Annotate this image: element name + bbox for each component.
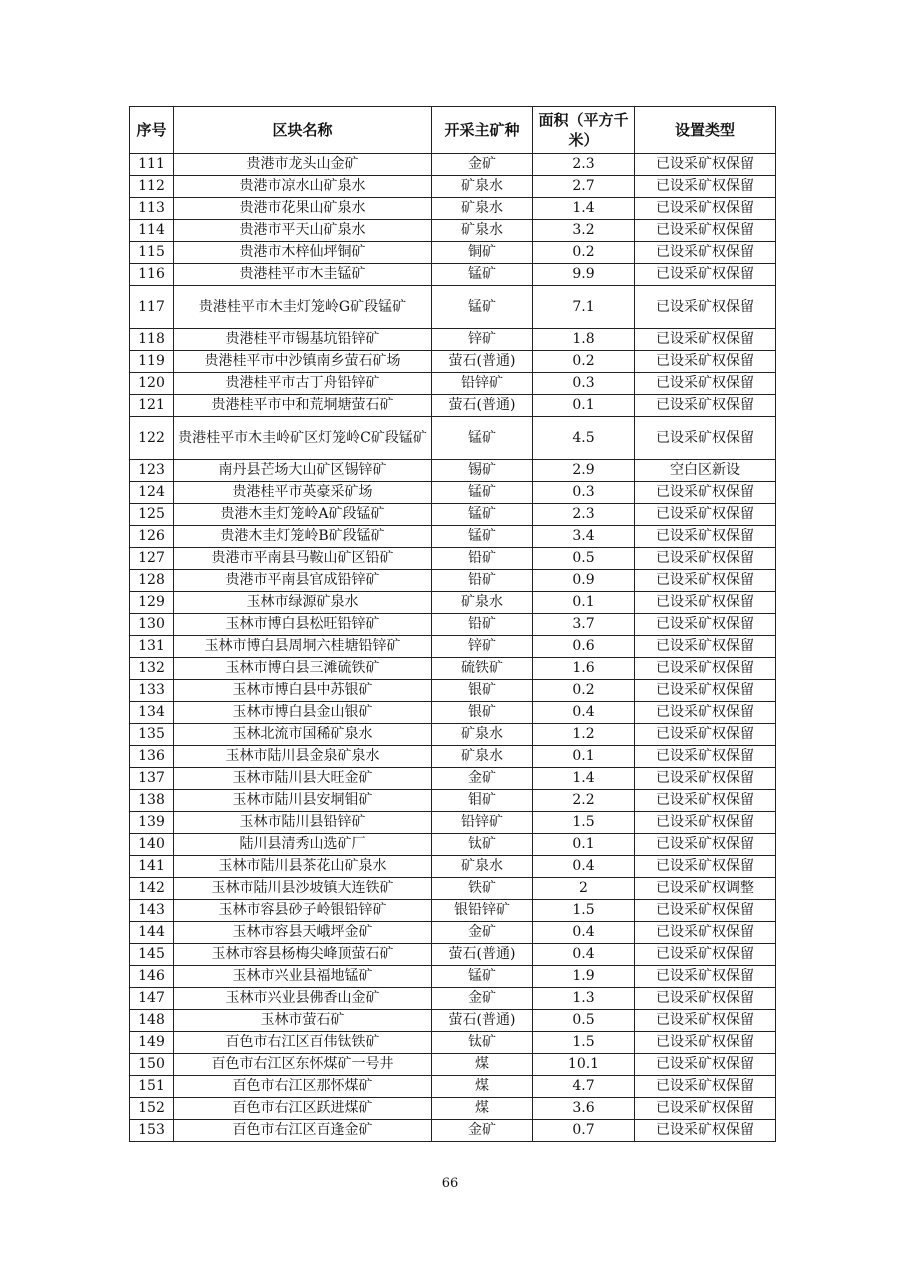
cell-no: 132	[130, 658, 174, 680]
table-row	[130, 264, 776, 286]
table-row	[130, 395, 776, 417]
cell-area: 1.2	[533, 724, 635, 746]
table-row	[130, 614, 776, 636]
cell-block-name: 玉林市博白县三滩硫铁矿	[174, 658, 432, 680]
cell-mineral: 铅矿	[432, 614, 533, 636]
cell-no: 152	[130, 1098, 174, 1120]
cell-block-name: 贵港桂平市木圭锰矿	[174, 264, 432, 286]
cell-setting-type: 已设采矿权保留	[635, 702, 776, 724]
cell-area: 0.3	[533, 482, 635, 504]
cell-block-name: 玉林市陆川县大旺金矿	[174, 768, 432, 790]
cell-no: 134	[130, 702, 174, 724]
cell-area: 1.4	[533, 198, 635, 220]
header-no: 序号	[130, 107, 174, 154]
cell-block-name: 贵港桂平市木圭岭矿区灯笼岭C矿段锰矿	[174, 417, 432, 460]
cell-area: 7.1	[533, 286, 635, 329]
cell-block-name: 贵港桂平市锡基坑铅锌矿	[174, 329, 432, 351]
cell-block-name: 玉林市博白县周垌六桂塘铅锌矿	[174, 636, 432, 658]
cell-area: 0.4	[533, 944, 635, 966]
cell-block-name: 百色市右江区百逢金矿	[174, 1120, 432, 1142]
cell-block-name: 贵港市花果山矿泉水	[174, 198, 432, 220]
cell-setting-type: 已设采矿权保留	[635, 922, 776, 944]
cell-block-name: 玉林市容县天峨坪金矿	[174, 922, 432, 944]
table-row	[130, 504, 776, 526]
cell-no: 118	[130, 329, 174, 351]
cell-no: 147	[130, 988, 174, 1010]
cell-no: 140	[130, 834, 174, 856]
cell-mineral: 锌矿	[432, 329, 533, 351]
cell-no: 133	[130, 680, 174, 702]
cell-mineral: 矿泉水	[432, 746, 533, 768]
cell-setting-type: 已设采矿权保留	[635, 154, 776, 176]
header-setting-type: 设置类型	[635, 107, 776, 154]
cell-mineral: 矿泉水	[432, 198, 533, 220]
cell-setting-type: 已设采矿权保留	[635, 548, 776, 570]
table-row	[130, 1098, 776, 1120]
cell-block-name: 贵港桂平市木圭灯笼岭G矿段锰矿	[174, 286, 432, 329]
cell-mineral: 锌矿	[432, 636, 533, 658]
mining-block-table	[129, 106, 776, 1142]
cell-mineral: 锰矿	[432, 504, 533, 526]
cell-setting-type: 已设采矿权保留	[635, 944, 776, 966]
cell-area: 0.7	[533, 1120, 635, 1142]
cell-setting-type: 已设采矿权保留	[635, 395, 776, 417]
cell-no: 116	[130, 264, 174, 286]
cell-area: 3.4	[533, 526, 635, 548]
cell-mineral: 锰矿	[432, 264, 533, 286]
cell-mineral: 钛矿	[432, 1032, 533, 1054]
table-row	[130, 680, 776, 702]
table-row	[130, 176, 776, 198]
cell-setting-type: 已设采矿权保留	[635, 220, 776, 242]
cell-block-name: 南丹县芒场大山矿区锡锌矿	[174, 460, 432, 482]
table-row	[130, 878, 776, 900]
cell-area: 0.1	[533, 592, 635, 614]
cell-setting-type: 空白区新设	[635, 460, 776, 482]
cell-block-name: 贵港市平南县马鞍山矿区铅矿	[174, 548, 432, 570]
cell-mineral: 矿泉水	[432, 592, 533, 614]
cell-mineral: 金矿	[432, 768, 533, 790]
cell-block-name: 贵港桂平市古丁舟铅锌矿	[174, 373, 432, 395]
cell-block-name: 贵港市凉水山矿泉水	[174, 176, 432, 198]
cell-setting-type: 已设采矿权保留	[635, 351, 776, 373]
table-row	[130, 988, 776, 1010]
cell-setting-type: 已设采矿权保留	[635, 373, 776, 395]
table-row	[130, 351, 776, 373]
cell-mineral: 锡矿	[432, 460, 533, 482]
cell-no: 126	[130, 526, 174, 548]
cell-setting-type: 已设采矿权保留	[635, 1054, 776, 1076]
cell-area: 0.4	[533, 922, 635, 944]
cell-mineral: 钼矿	[432, 790, 533, 812]
cell-setting-type: 已设采矿权保留	[635, 242, 776, 264]
cell-mineral: 锰矿	[432, 966, 533, 988]
cell-no: 114	[130, 220, 174, 242]
cell-no: 113	[130, 198, 174, 220]
table-row	[130, 373, 776, 395]
cell-block-name: 百色市右江区跃进煤矿	[174, 1098, 432, 1120]
table-row	[130, 658, 776, 680]
cell-no: 119	[130, 351, 174, 373]
table-row	[130, 746, 776, 768]
table-row	[130, 702, 776, 724]
table-row	[130, 242, 776, 264]
cell-area: 3.2	[533, 220, 635, 242]
cell-mineral: 煤	[432, 1054, 533, 1076]
cell-no: 125	[130, 504, 174, 526]
cell-no: 130	[130, 614, 174, 636]
table-row	[130, 944, 776, 966]
cell-mineral: 锰矿	[432, 526, 533, 548]
cell-area: 2.7	[533, 176, 635, 198]
cell-no: 148	[130, 1010, 174, 1032]
cell-setting-type: 已设采矿权保留	[635, 286, 776, 329]
cell-no: 141	[130, 856, 174, 878]
cell-setting-type: 已设采矿权保留	[635, 724, 776, 746]
table-row	[130, 1054, 776, 1076]
cell-mineral: 银矿	[432, 680, 533, 702]
cell-setting-type: 已设采矿权保留	[635, 1076, 776, 1098]
cell-block-name: 玉林市萤石矿	[174, 1010, 432, 1032]
cell-no: 136	[130, 746, 174, 768]
cell-setting-type: 已设采矿权保留	[635, 526, 776, 548]
cell-block-name: 玉林市陆川县铅锌矿	[174, 812, 432, 834]
cell-no: 131	[130, 636, 174, 658]
cell-block-name: 玉林市陆川县金泉矿泉水	[174, 746, 432, 768]
cell-mineral: 铅矿	[432, 570, 533, 592]
cell-no: 138	[130, 790, 174, 812]
table-row	[130, 1076, 776, 1098]
cell-area: 0.3	[533, 373, 635, 395]
cell-setting-type: 已设采矿权保留	[635, 1032, 776, 1054]
cell-area: 0.5	[533, 1010, 635, 1032]
cell-area: 0.9	[533, 570, 635, 592]
table-header-row	[130, 107, 776, 154]
cell-block-name: 玉林市容县砂子岭银铅锌矿	[174, 900, 432, 922]
cell-no: 149	[130, 1032, 174, 1054]
table-row	[130, 460, 776, 482]
cell-area: 0.4	[533, 702, 635, 724]
cell-mineral: 矿泉水	[432, 176, 533, 198]
cell-area: 1.4	[533, 768, 635, 790]
cell-setting-type: 已设采矿权保留	[635, 504, 776, 526]
cell-area: 0.1	[533, 395, 635, 417]
cell-mineral: 钛矿	[432, 834, 533, 856]
table-row	[130, 329, 776, 351]
table-row	[130, 1010, 776, 1032]
cell-mineral: 矿泉水	[432, 220, 533, 242]
cell-setting-type: 已设采矿权保留	[635, 768, 776, 790]
cell-area: 0.5	[533, 548, 635, 570]
cell-no: 127	[130, 548, 174, 570]
cell-block-name: 贵港市龙头山金矿	[174, 154, 432, 176]
cell-mineral: 铅锌矿	[432, 373, 533, 395]
cell-setting-type: 已设采矿权保留	[635, 658, 776, 680]
page-number: 66	[441, 1176, 459, 1191]
cell-mineral: 金矿	[432, 154, 533, 176]
cell-setting-type: 已设采矿权保留	[635, 264, 776, 286]
table-row	[130, 286, 776, 329]
table-row	[130, 1120, 776, 1142]
cell-setting-type: 已设采矿权保留	[635, 592, 776, 614]
cell-mineral: 矿泉水	[432, 724, 533, 746]
table-row	[130, 220, 776, 242]
cell-area: 9.9	[533, 264, 635, 286]
cell-setting-type: 已设采矿权保留	[635, 746, 776, 768]
cell-block-name: 玉林市博白县金山银矿	[174, 702, 432, 724]
cell-setting-type: 已设采矿权保留	[635, 1010, 776, 1032]
cell-setting-type: 已设采矿权保留	[635, 900, 776, 922]
cell-mineral: 金矿	[432, 988, 533, 1010]
cell-block-name: 贵港桂平市中沙镇南乡萤石矿场	[174, 351, 432, 373]
cell-block-name: 百色市右江区百伟钛铁矿	[174, 1032, 432, 1054]
cell-no: 120	[130, 373, 174, 395]
cell-mineral: 银铅锌矿	[432, 900, 533, 922]
cell-mineral: 萤石(普通)	[432, 351, 533, 373]
cell-area: 1.3	[533, 988, 635, 1010]
cell-no: 153	[130, 1120, 174, 1142]
cell-no: 137	[130, 768, 174, 790]
cell-area: 0.6	[533, 636, 635, 658]
cell-area: 2.3	[533, 154, 635, 176]
cell-area: 1.5	[533, 812, 635, 834]
cell-area: 0.2	[533, 351, 635, 373]
cell-mineral: 铅锌矿	[432, 812, 533, 834]
table-row	[130, 198, 776, 220]
cell-mineral: 金矿	[432, 1120, 533, 1142]
cell-setting-type: 已设采矿权保留	[635, 198, 776, 220]
cell-block-name: 玉林市兴业县福地锰矿	[174, 966, 432, 988]
cell-block-name: 玉林市博白县中苏银矿	[174, 680, 432, 702]
cell-mineral: 银矿	[432, 702, 533, 724]
cell-mineral: 铁矿	[432, 878, 533, 900]
table-row	[130, 834, 776, 856]
cell-area: 2	[533, 878, 635, 900]
cell-area: 2.2	[533, 790, 635, 812]
cell-block-name: 贵港市平南县官成铅锌矿	[174, 570, 432, 592]
table-row	[130, 154, 776, 176]
cell-block-name: 贵港木圭灯笼岭A矿段锰矿	[174, 504, 432, 526]
cell-area: 0.1	[533, 834, 635, 856]
cell-mineral: 煤	[432, 1098, 533, 1120]
cell-setting-type: 已设采矿权保留	[635, 812, 776, 834]
cell-no: 143	[130, 900, 174, 922]
cell-block-name: 玉林市容县杨梅尖峰顶萤石矿	[174, 944, 432, 966]
table-row	[130, 417, 776, 460]
cell-block-name: 百色市右江区那怀煤矿	[174, 1076, 432, 1098]
cell-no: 124	[130, 482, 174, 504]
cell-area: 1.5	[533, 1032, 635, 1054]
cell-block-name: 贵港桂平市中和荒垌塘萤石矿	[174, 395, 432, 417]
header-area: 面积（平方千米）	[533, 107, 635, 154]
cell-mineral: 铜矿	[432, 242, 533, 264]
cell-mineral: 锰矿	[432, 286, 533, 329]
cell-block-name: 贵港木圭灯笼岭B矿段锰矿	[174, 526, 432, 548]
cell-no: 115	[130, 242, 174, 264]
cell-no: 135	[130, 724, 174, 746]
cell-block-name: 玉林市陆川县茶花山矿泉水	[174, 856, 432, 878]
cell-block-name: 玉林市绿源矿泉水	[174, 592, 432, 614]
cell-no: 123	[130, 460, 174, 482]
cell-setting-type: 已设采矿权调整	[635, 878, 776, 900]
table-row	[130, 856, 776, 878]
cell-no: 150	[130, 1054, 174, 1076]
cell-mineral: 锰矿	[432, 417, 533, 460]
cell-block-name: 玉林市陆川县安垌钼矿	[174, 790, 432, 812]
cell-area: 2.3	[533, 504, 635, 526]
cell-setting-type: 已设采矿权保留	[635, 856, 776, 878]
cell-block-name: 玉林市兴业县佛香山金矿	[174, 988, 432, 1010]
cell-mineral: 萤石(普通)	[432, 944, 533, 966]
cell-area: 1.9	[533, 966, 635, 988]
table-row	[130, 592, 776, 614]
cell-no: 121	[130, 395, 174, 417]
cell-no: 151	[130, 1076, 174, 1098]
cell-setting-type: 已设采矿权保留	[635, 680, 776, 702]
table-body	[130, 154, 776, 1142]
table-row	[130, 966, 776, 988]
cell-no: 122	[130, 417, 174, 460]
cell-area: 1.6	[533, 658, 635, 680]
table-row	[130, 636, 776, 658]
cell-no: 139	[130, 812, 174, 834]
cell-block-name: 贵港市木梓仙坪铜矿	[174, 242, 432, 264]
cell-area: 1.5	[533, 900, 635, 922]
cell-area: 4.7	[533, 1076, 635, 1098]
cell-setting-type: 已设采矿权保留	[635, 417, 776, 460]
cell-block-name: 陆川县清秀山选矿厂	[174, 834, 432, 856]
header-block-name: 区块名称	[174, 107, 432, 154]
cell-area: 3.6	[533, 1098, 635, 1120]
cell-no: 144	[130, 922, 174, 944]
cell-setting-type: 已设采矿权保留	[635, 329, 776, 351]
cell-setting-type: 已设采矿权保留	[635, 834, 776, 856]
cell-area: 10.1	[533, 1054, 635, 1076]
cell-block-name: 玉林市陆川县沙坡镇大连铁矿	[174, 878, 432, 900]
cell-setting-type: 已设采矿权保留	[635, 1120, 776, 1142]
cell-setting-type: 已设采矿权保留	[635, 570, 776, 592]
cell-mineral: 萤石(普通)	[432, 395, 533, 417]
cell-mineral: 萤石(普通)	[432, 1010, 533, 1032]
cell-area: 0.4	[533, 856, 635, 878]
cell-setting-type: 已设采矿权保留	[635, 966, 776, 988]
cell-area: 0.2	[533, 242, 635, 264]
table-row	[130, 548, 776, 570]
cell-mineral: 煤	[432, 1076, 533, 1098]
table-row	[130, 482, 776, 504]
cell-area: 0.2	[533, 680, 635, 702]
cell-mineral: 矿泉水	[432, 856, 533, 878]
table-row	[130, 724, 776, 746]
cell-no: 128	[130, 570, 174, 592]
cell-block-name: 百色市右江区东怀煤矿一号井	[174, 1054, 432, 1076]
cell-area: 2.9	[533, 460, 635, 482]
cell-setting-type: 已设采矿权保留	[635, 636, 776, 658]
table-row	[130, 768, 776, 790]
table-row	[130, 1032, 776, 1054]
cell-mineral: 铅矿	[432, 548, 533, 570]
cell-setting-type: 已设采矿权保留	[635, 614, 776, 636]
cell-no: 145	[130, 944, 174, 966]
cell-block-name: 贵港市平天山矿泉水	[174, 220, 432, 242]
cell-block-name: 玉林市博白县松旺铅锌矿	[174, 614, 432, 636]
cell-area: 1.8	[533, 329, 635, 351]
cell-no: 142	[130, 878, 174, 900]
table-row	[130, 790, 776, 812]
cell-setting-type: 已设采矿权保留	[635, 790, 776, 812]
cell-setting-type: 已设采矿权保留	[635, 1098, 776, 1120]
cell-no: 112	[130, 176, 174, 198]
cell-setting-type: 已设采矿权保留	[635, 176, 776, 198]
cell-mineral: 硫铁矿	[432, 658, 533, 680]
cell-mineral: 金矿	[432, 922, 533, 944]
cell-area: 4.5	[533, 417, 635, 460]
table-row	[130, 900, 776, 922]
cell-area: 0.1	[533, 746, 635, 768]
cell-setting-type: 已设采矿权保留	[635, 482, 776, 504]
cell-mineral: 锰矿	[432, 482, 533, 504]
cell-area: 3.7	[533, 614, 635, 636]
table-row	[130, 922, 776, 944]
cell-setting-type: 已设采矿权保留	[635, 988, 776, 1010]
cell-no: 146	[130, 966, 174, 988]
cell-block-name: 贵港桂平市英豪采矿场	[174, 482, 432, 504]
cell-no: 111	[130, 154, 174, 176]
table-row	[130, 526, 776, 548]
cell-no: 117	[130, 286, 174, 329]
header-mineral: 开采主矿种	[432, 107, 533, 154]
table-row	[130, 570, 776, 592]
table-row	[130, 812, 776, 834]
cell-no: 129	[130, 592, 174, 614]
cell-block-name: 玉林北流市国稀矿泉水	[174, 724, 432, 746]
